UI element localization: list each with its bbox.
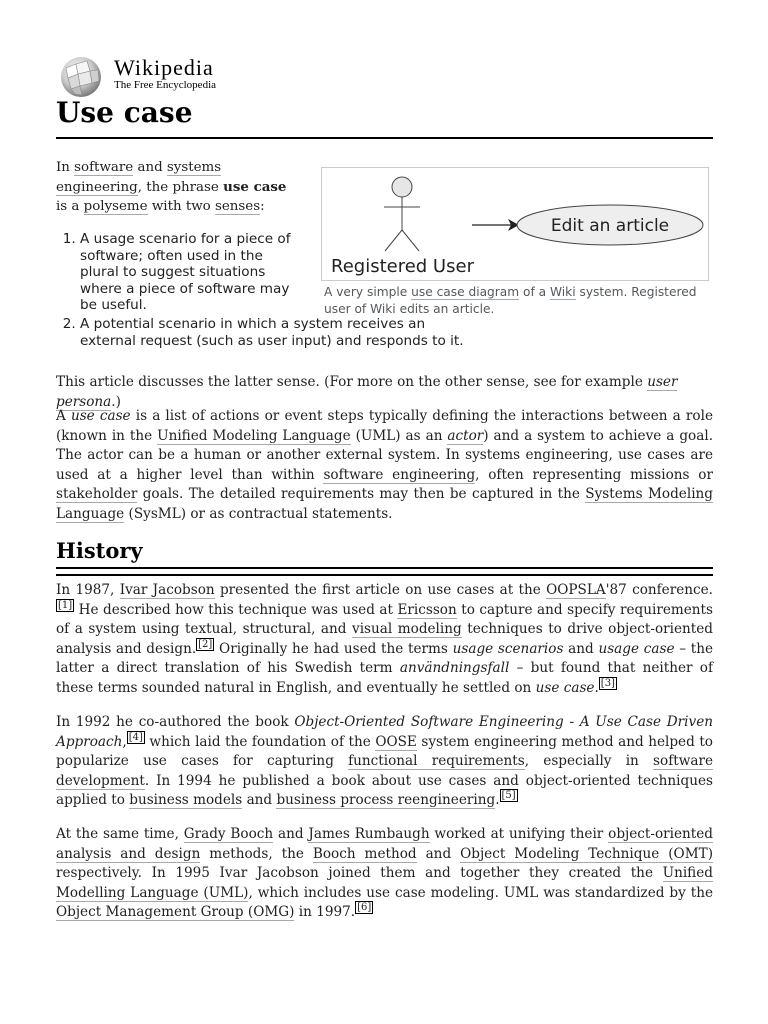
- tagline: The Free Encyclopedia: [114, 79, 217, 91]
- link-uml[interactable]: Unified Modeling Language: [157, 427, 351, 444]
- history-paragraph-3: At the same time, Grady Booch and James Rumbaugh worked at unifying their object-oriented analysis and design methods, the Booch method and Object Modeling Technique (OMT) respectively. In 1995 Ivar Jacobson joined them and together they created the Unified Modelling Language (UML), which includes use case modeling. UML was standardized by the Object Management Group (OMG) in 1997. [6]: [56, 826, 714, 920]
- page-title: Use case: [56, 96, 193, 129]
- link-wiki[interactable]: Wiki: [549, 285, 576, 299]
- link-actor[interactable]: actor: [447, 427, 484, 444]
- link-booch-method[interactable]: Booch method: [312, 845, 417, 862]
- history-paragraph-2: In 1992 he co-authored the book Object-Oriented Software Engineering - A Use Case Driven Approach, [4] which laid the foundation of the OOSE system engineering method and helped to popularize use cases for capturing functional requirements, especially in software development. In 1994 he published a book about use cases and object-oriented techniques applied to business models and business process reengineering. [5]: [56, 714, 713, 808]
- link-sysml[interactable]: Systems Modeling Language: [56, 486, 714, 522]
- link-oose[interactable]: OOSE: [375, 733, 417, 750]
- disambiguation-note: This article discusses the latter sense. (For more on the other sense, see for example user persona.): [56, 374, 678, 410]
- section-divider: [56, 574, 713, 576]
- link-business-process-reengineering[interactable]: business process reengineering: [276, 792, 496, 808]
- definition-paragraph: A use case is a list of actions or event steps typically defining the interactions between a role (known in the Unified Modeling Language (UML) as an actor) and a system to achieve a goal. The actor can be a human or another external system. In systems engineering, use cases are used at a higher level than within software engineering, often representing missions or stakeholder goals. The detailed requirements may then be captured in the Systems Modeling Language (SysML) or as contractual statements.: [56, 408, 714, 522]
- intro-paragraph: In software and systems engineering, the phrase use case is a polyseme with two senses:: [56, 160, 287, 214]
- usecase-label: Edit an article: [550, 216, 670, 236]
- link-james-rumbaugh[interactable]: James Rumbaugh: [308, 826, 430, 842]
- link-software-engineering[interactable]: software engineering: [323, 466, 476, 483]
- use-case-diagram: [322, 168, 708, 280]
- wordmark[interactable]: Wikipedia: [114, 55, 214, 80]
- link-ooad[interactable]: object-oriented analysis and design: [56, 826, 713, 862]
- citation-1[interactable]: [1]: [58, 599, 73, 611]
- use-case-figure: [321, 167, 709, 317]
- link-user-persona[interactable]: user persona: [56, 374, 678, 410]
- citation-5[interactable]: [5]: [501, 790, 516, 802]
- link-uml-2[interactable]: Unified Modelling Language (UML): [56, 865, 713, 901]
- link-ivar-jacobson[interactable]: Ivar Jacobson: [119, 582, 215, 598]
- actor-label: Registered User: [331, 256, 474, 277]
- diagram-image[interactable]: [321, 167, 709, 281]
- link-omg[interactable]: Object Management Group (OMG): [56, 904, 295, 920]
- citation-4[interactable]: [4]: [128, 731, 143, 743]
- link-software-development[interactable]: software development: [56, 753, 713, 789]
- title-divider: [56, 137, 713, 139]
- figure-caption: A very simple use case diagram of a Wiki system. Registered user of Wiki edits an article.: [324, 285, 697, 316]
- list-item: 2. A potential scenario in which a system receives an external request (such as user input) and responds to it.: [80, 316, 480, 349]
- link-software[interactable]: software: [74, 160, 134, 175]
- link-use-case-diagram[interactable]: use case diagram: [411, 285, 520, 299]
- link-polyseme[interactable]: polyseme: [83, 199, 148, 214]
- citation-2[interactable]: [2]: [198, 638, 213, 650]
- citation-3[interactable]: [3]: [600, 677, 615, 689]
- link-omt[interactable]: Object Modeling Technique (OMT): [460, 845, 713, 862]
- list-item: 1. A usage scenario for a piece of software; often used in the plural to suggest situations where a piece of software may be useful.: [80, 231, 300, 314]
- link-functional-requirements[interactable]: functional requirements: [348, 753, 525, 769]
- wikipedia-globe-logo[interactable]: [56, 54, 104, 98]
- link-systems-engineering[interactable]: systems engineering: [56, 160, 222, 195]
- link-visual-modeling[interactable]: visual modeling: [352, 621, 462, 637]
- link-grady-booch[interactable]: Grady Booch: [183, 826, 274, 842]
- history-paragraph-1: In 1987, Ivar Jacobson presented the first article on use cases at the OOPSLA'87 conference.[1] He described how this technique was used at Ericsson to capture and specify requirements of a system using textual, structural, and visual modeling techniques to drive object-oriented analysis and design. [2] Originally he had used the terms usage scenarios and usage case – the latter a direct translation of his Swedish term användningsfall – but found that neither of these terms sounded natural in English, and eventually he settled on use case. [3]: [56, 582, 714, 696]
- link-oopsla[interactable]: OOPSLA: [546, 582, 606, 598]
- link-business-models[interactable]: business models: [129, 792, 243, 808]
- link-ericsson[interactable]: Ericsson: [397, 601, 457, 618]
- section-divider: [56, 567, 713, 569]
- link-stakeholder[interactable]: stakeholder: [56, 486, 138, 502]
- citation-6[interactable]: [6]: [357, 902, 372, 914]
- site-header: [56, 52, 713, 98]
- link-senses[interactable]: senses: [215, 199, 261, 214]
- section-heading-history: History: [56, 538, 143, 563]
